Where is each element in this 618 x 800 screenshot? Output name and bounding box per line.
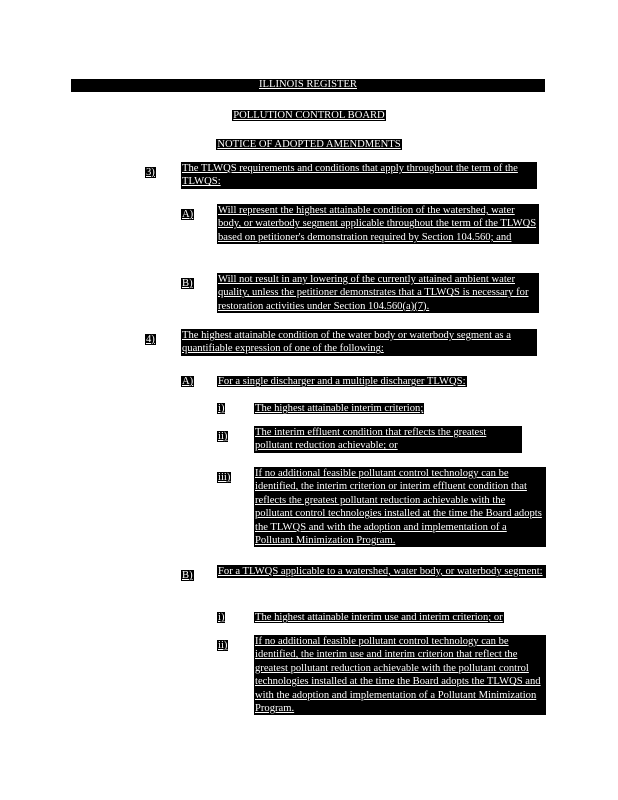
item-3-number: 3) bbox=[146, 167, 155, 178]
board-heading bbox=[0, 105, 618, 123]
notice-heading bbox=[0, 134, 618, 152]
item-4a-text: For a single discharger and a multiple discharger TLWQS: bbox=[218, 376, 466, 387]
item-4a-ii-text: The interim effluent condition that reflects the greatest pollutant reduction achievable; or bbox=[254, 426, 522, 453]
item-4a-i-number: i) bbox=[218, 403, 225, 414]
item-3a-number: A) bbox=[182, 209, 194, 220]
item-4-text: The highest attainable condition of the water body or waterbody segment as a quantifiable expression of one of the following: bbox=[181, 329, 537, 356]
item-4b-ii-text: If no additional feasible pollutant control technology can be identified, the interim use and interim criterion that reflect the greatest pollutant reduction achievable with the pollutant control technologies installed at the time the Board adopts the TLWQS and with the adoption and implementation of a Pollutant Minimization Program. bbox=[254, 635, 546, 715]
item-4a-ii-number: ii) bbox=[218, 431, 228, 442]
item-3-text: The TLWQS requirements and conditions that apply throughout the term of the TLWQS: bbox=[181, 162, 537, 189]
item-4b-text: For a TLWQS applicable to a watershed, water body, or waterbody segment: bbox=[217, 565, 546, 578]
item-4b-ii-number: ii) bbox=[218, 640, 228, 651]
register-header bbox=[71, 79, 545, 92]
register-title: ILLINOIS REGISTER bbox=[259, 79, 357, 90]
item-3b-number: B) bbox=[182, 278, 193, 289]
item-4b-i-number: i) bbox=[218, 612, 225, 623]
item-4-number: 4) bbox=[146, 334, 155, 345]
item-3a-text: Will represent the highest attainable condition of the watershed, water body, or waterbody segment applicable throughout the term of the TLWQS based on petitioner's demonstration required by Section 104.560; and bbox=[217, 204, 539, 244]
item-4b-number: B) bbox=[182, 570, 193, 581]
item-4a-i-text: The highest attainable interim criterion; bbox=[255, 403, 424, 414]
item-4a-iii-number: iii) bbox=[218, 472, 231, 483]
notice-title: NOTICE OF ADOPTED AMENDMENTS bbox=[217, 139, 401, 150]
item-4b-i-text: The highest attainable interim use and interim criterion; or bbox=[255, 612, 503, 623]
item-4a-number: A) bbox=[182, 376, 194, 387]
board-title: POLLUTION CONTROL BOARD bbox=[233, 110, 385, 121]
item-3b-text: Will not result in any lowering of the currently attained ambient water quality, unless the petitioner demonstrates that a TLWQS is necessary for restoration activities under Section 104.560(a)(7). bbox=[217, 273, 539, 313]
item-4a-iii-text: If no additional feasible pollutant control technology can be identified, the interim criterion or interim effluent condition that reflects the greatest pollutant reduction achievable with the pollutant control technologies installed at the time the Board adopts the TLWQS and with the adoption and implementation of a Pollutant Minimization Program. bbox=[254, 467, 546, 547]
